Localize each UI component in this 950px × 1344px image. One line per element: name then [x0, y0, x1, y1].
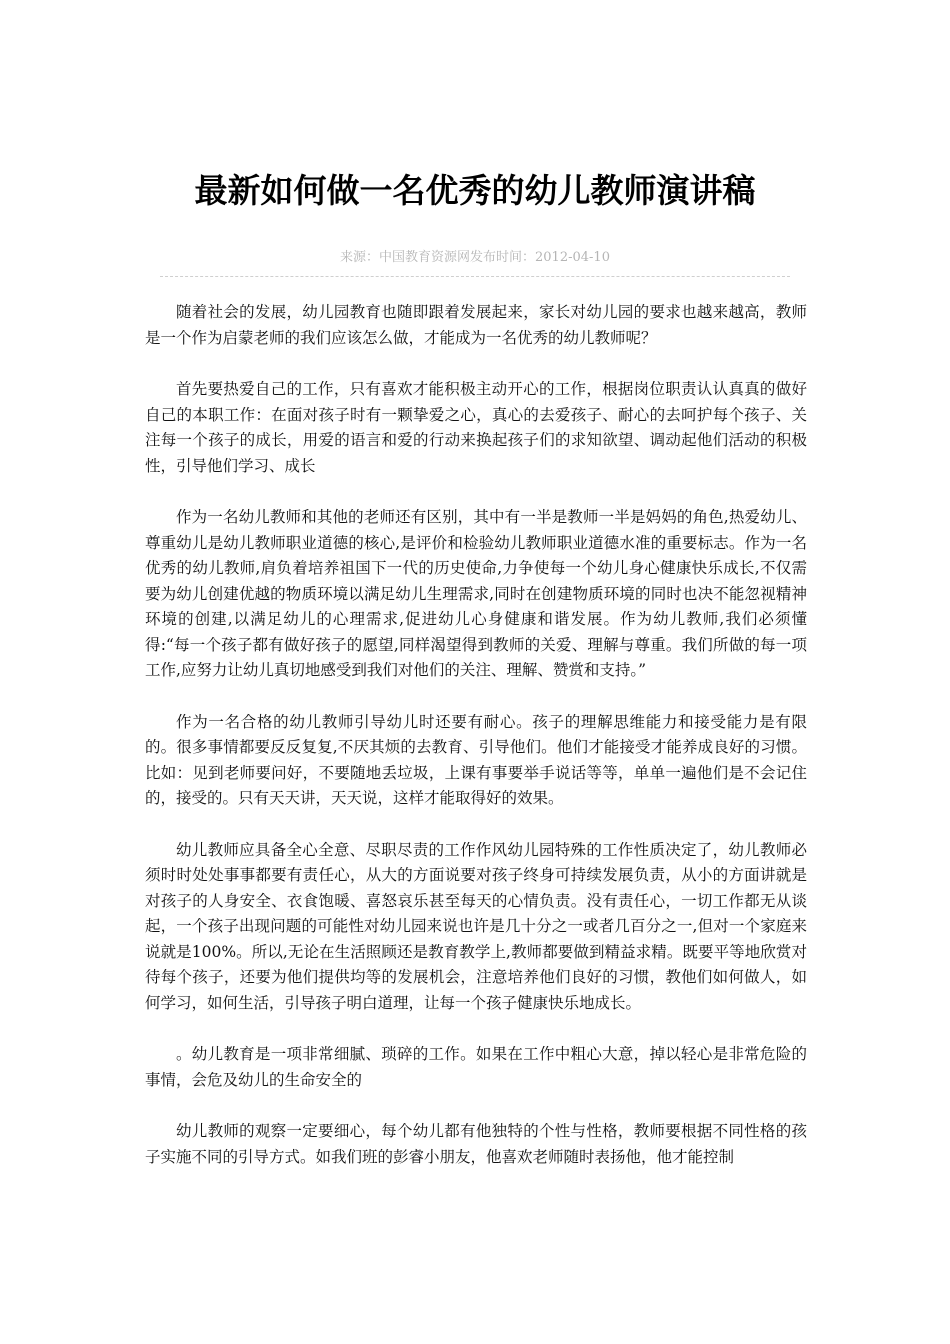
dashed-divider: [160, 276, 790, 277]
document-title: 最新如何做一名优秀的幼儿教师演讲稿: [194, 171, 756, 210]
paragraph: 作为一名幼儿教师和其他的老师还有区别，其中有一半是教师一半是妈妈的角色,热爱幼儿、尊重幼儿是幼儿教师职业道德的核心,是评价和检验幼儿教师职业道德水准的重要标志。作为一名优秀的幼儿教师,肩负着培养祖国下一代的历史使命,力争使每一个幼儿身心健康快乐成长,不仅需要为幼儿创建优越的物质环境以满足幼儿生理需求,同时在创建物质环境的同时也决不能忽视精神环境的创建,以满足幼儿的心理需求,促进幼儿心身健康和谐发展。作为幼儿教师,我们必须懂得:“每一个孩子都有做好孩子的愿望,同样渴望得到教师的关爱、理解与尊重。我们所做的每一项工作,应努力让幼儿真切地感受到我们对他们的关注、理解、赞赏和支持。”: [145, 508, 807, 679]
paragraph: 。幼儿教育是一项非常细腻、琐碎的工作。如果在工作中粗心大意，掉以轻心是非常危险的事情，会危及幼儿的生命安全的: [145, 1045, 807, 1089]
source-date-line: 来源：中国教育资源网发布时间：2012-04-10: [340, 250, 610, 265]
paragraph: 首先要热爱自己的工作，只有喜欢才能积极主动开心的工作，根据岗位职责认认真真的做好自己的本职工作：在面对孩子时有一颗挚爱之心，真心的去爱孩子、耐心的去呵护每个孩子、关注每一个孩子的成长，用爱的语言和爱的行动来换起孩子们的求知欲望、调动起他们活动的积极性，引导他们学习、成长: [145, 380, 807, 475]
paragraph: 幼儿教师应具备全心全意、尽职尽责的工作作风幼儿园特殊的工作性质决定了，幼儿教师必须时时处处事事都要有责任心，从大的方面说要对孩子终身可持续发展负责，从小的方面讲就是对孩子的人身安全、衣食饱暖、喜怒哀乐甚至每天的心情负责。没有责任心，一切工作都无从谈起，一个孩子出现问题的可能性对幼儿园来说也许是几十分之一或者几百分之一,但对一个家庭来说就是100%。所以,无论在生活照顾还是教育教学上,教师都要做到精益求精。既要平等地欣赏对待每个孩子，还要为他们提供均等的发展机会，注意培养他们良好的习惯，教他们如何做人，如何学习，如何生活，引导孩子明白道理，让每一个孩子健康快乐地成长。: [145, 840, 807, 1012]
paragraph: 随着社会的发展，幼儿园教育也随即跟着发展起来，家长对幼儿园的要求也越来越高，教师是一个作为启蒙老师的我们应该怎么做，才能成为一名优秀的幼儿教师呢？: [145, 303, 807, 347]
article-body: [145, 300, 807, 1196]
paragraph: 幼儿教师的观察一定要细心，每个幼儿都有他独特的个性与性格，教师要根据不同性格的孩子实施不同的引导方式。如我们班的彭睿小朋友，他喜欢老师随时表扬他，他才能控制: [145, 1122, 807, 1166]
paragraph: 作为一名合格的幼儿教师引导幼儿时还要有耐心。孩子的理解思维能力和接受能力是有限的。很多事情都要反反复复,不厌其烦的去教育、引导他们。他们才能接受才能养成良好的习惯。比如：见到老师要问好，不要随地丢垃圾，上课有事要举手说话等等，单单一遍他们是不会记住的，接受的。只有天天讲，天天说，这样才能取得好的效果。: [145, 712, 807, 807]
